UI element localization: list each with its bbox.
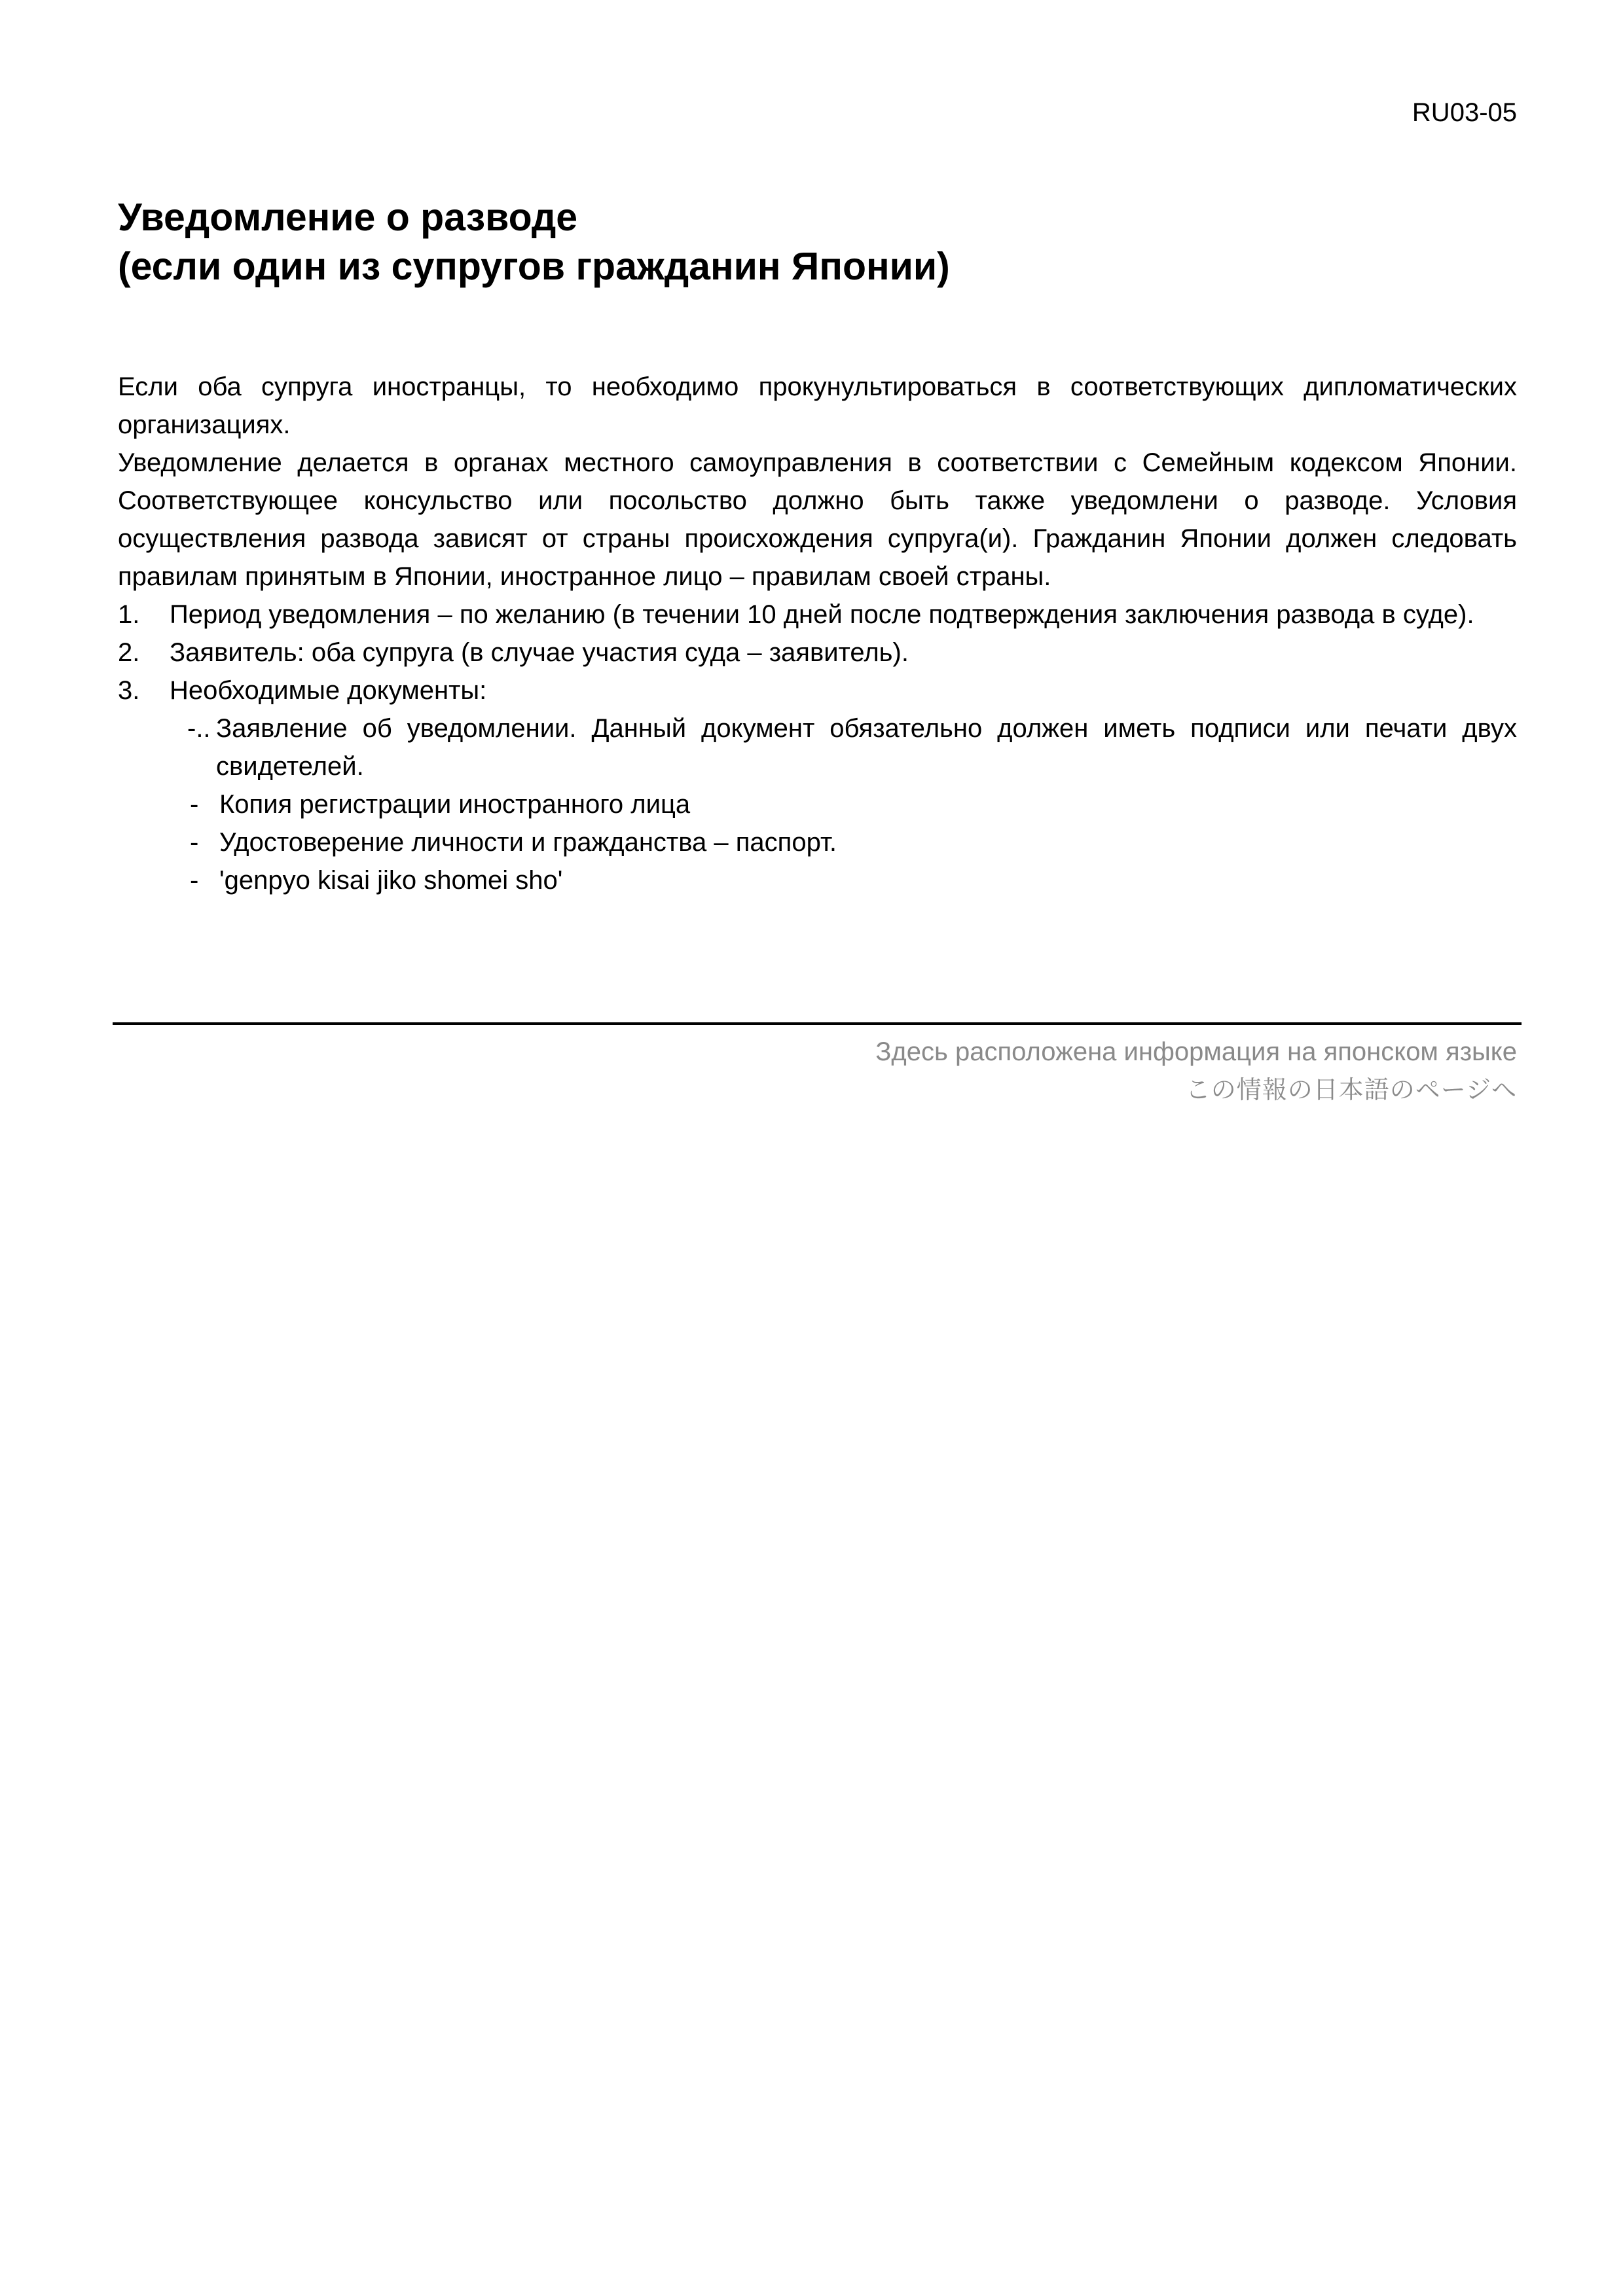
document-item-notification xyxy=(118,709,1517,785)
list-item-applicant xyxy=(118,634,1517,672)
title-line-2: (если один из супругов гражданин Японии) xyxy=(118,245,950,288)
document-item-text: Удостоверение личности и гражданства – паспорт. xyxy=(219,828,837,857)
dash-marker: - xyxy=(190,866,199,895)
japanese-info-link-ru[interactable]: Здесь расположена информация на японском языке xyxy=(875,1037,1517,1066)
document-item-text: Копия регистрации иностранного лица xyxy=(219,790,691,819)
document-item-text: Заявление об уведомлении. Данный документ обязательно должен иметь подписи или печати двух свидетелей. xyxy=(216,714,1517,781)
document-item-registration xyxy=(118,785,1517,823)
list-item-period xyxy=(118,596,1517,634)
dash-marker: - xyxy=(190,828,199,857)
dash-marker: -.. xyxy=(187,714,211,743)
paragraph-intro: Если оба супруга иностранцы, то необходимо прокунультироваться в соответствующих дипломатических организациях. xyxy=(118,372,1517,439)
paragraph-main: Уведомление делается в органах местного самоуправления в соответствии с Семейным кодексом Японии. Соответствующее консульство или посольство должно быть также уведомлени о разводе. Условия осуществления развода зависят от страны происхождения супруга(и). Гражданин Японии должен следовать правилам принятым в Японии, иностранное лицо – правилам своей страны. xyxy=(118,448,1517,591)
page-title xyxy=(118,193,1519,291)
list-item-text: Заявитель: оба супруга (в случае участия суда – заявитель). xyxy=(170,638,909,667)
document-item-passport xyxy=(118,823,1517,861)
japanese-info-link-jp[interactable]: この情報の日本語のページへ xyxy=(1185,1075,1517,1104)
documents-list xyxy=(118,709,1517,899)
list-item-documents xyxy=(118,672,1517,709)
footer-links xyxy=(875,1033,1517,1109)
document-item-text: 'genpyo kisai jiko shomei sho' xyxy=(219,866,563,895)
numbered-list xyxy=(118,596,1517,709)
list-item-text: Необходимые документы: xyxy=(170,676,487,705)
list-marker: 1. xyxy=(118,600,140,629)
document-body xyxy=(118,368,1517,899)
list-item-text: Период уведомления – по желанию (в течении 10 дней после подтверждения заключения развода в суде). xyxy=(170,600,1474,629)
document-code: RU03-05 xyxy=(1412,98,1517,127)
list-marker: 2. xyxy=(118,638,140,667)
footer-divider xyxy=(113,1022,1522,1025)
dash-marker: - xyxy=(190,790,199,819)
title-line-1: Уведомление о разводе xyxy=(118,196,578,239)
document-item-genpyo xyxy=(118,861,1517,899)
list-marker: 3. xyxy=(118,676,140,705)
